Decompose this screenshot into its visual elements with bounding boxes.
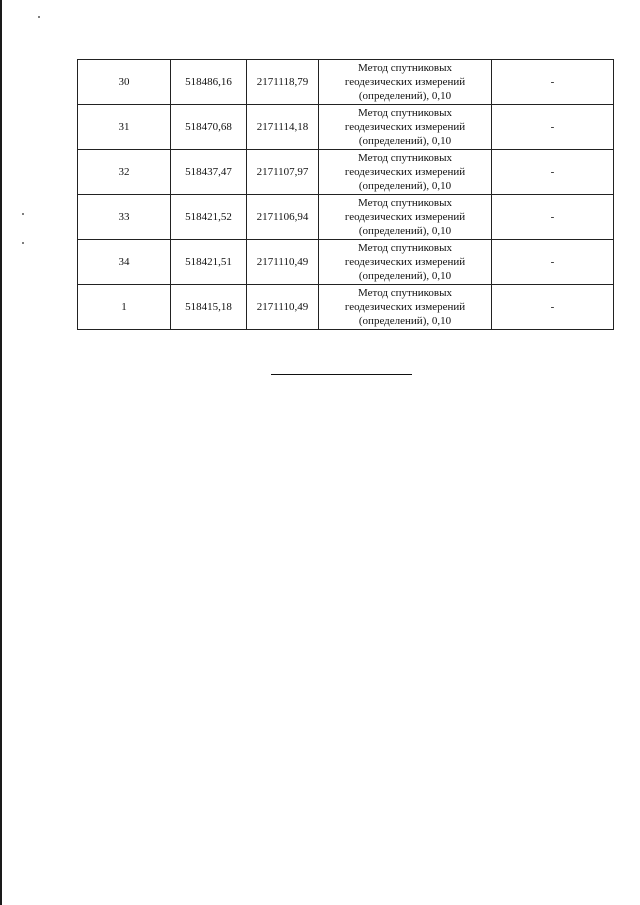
method-text-line: Метод спутниковых (358, 62, 452, 74)
error-cell: - (492, 240, 614, 285)
x-coordinate-cell: 518470,68 (171, 105, 247, 150)
error-cell: - (492, 105, 614, 150)
table-row (78, 150, 614, 195)
error-cell: - (492, 195, 614, 240)
scan-speck (38, 16, 40, 18)
method-text-line: Метод спутниковых (358, 242, 452, 254)
x-coordinate-cell: 518421,51 (171, 240, 247, 285)
point-number-cell: 30 (78, 60, 171, 105)
table-row (78, 240, 614, 285)
x-coordinate-cell: 518437,47 (171, 150, 247, 195)
method-text-line: Метод спутниковых (358, 152, 452, 164)
method-text-line: (определений), 0,10 (358, 315, 452, 327)
y-coordinate-cell: 2171110,49 (247, 285, 319, 330)
x-coordinate-cell: 518421,52 (171, 195, 247, 240)
method-text-line: Метод спутниковых (358, 197, 452, 209)
method-cell (319, 60, 492, 105)
method-text-line: (определений), 0,10 (358, 90, 452, 102)
method-text-line: геодезических измерений (344, 166, 466, 178)
error-cell: - (492, 60, 614, 105)
table-row (78, 285, 614, 330)
method-text-line: (определений), 0,10 (358, 180, 452, 192)
table-row (78, 195, 614, 240)
scan-speck (22, 242, 24, 244)
error-cell: - (492, 285, 614, 330)
point-number-cell: 31 (78, 105, 171, 150)
method-cell (319, 240, 492, 285)
method-text-line: геодезических измерений (344, 76, 466, 88)
x-coordinate-cell: 518486,16 (171, 60, 247, 105)
point-number-cell: 33 (78, 195, 171, 240)
method-cell (319, 285, 492, 330)
scan-edge-line (0, 0, 2, 905)
point-number-cell: 34 (78, 240, 171, 285)
y-coordinate-cell: 2171107,97 (247, 150, 319, 195)
method-text-line: геодезических измерений (344, 256, 466, 268)
method-text-line: Метод спутниковых (358, 287, 452, 299)
x-coordinate-cell: 518415,18 (171, 285, 247, 330)
method-text-line: геодезических измерений (344, 121, 466, 133)
method-text-line: (определений), 0,10 (358, 270, 452, 282)
coordinates-table-body (78, 60, 614, 330)
end-of-document-line (271, 374, 412, 375)
y-coordinate-cell: 2171106,94 (247, 195, 319, 240)
method-text-line: Метод спутниковых (358, 107, 452, 119)
scan-speck (22, 213, 24, 215)
point-number-cell: 32 (78, 150, 171, 195)
error-cell: - (492, 150, 614, 195)
y-coordinate-cell: 2171110,49 (247, 240, 319, 285)
method-text-line: геодезических измерений (344, 301, 466, 313)
method-cell (319, 195, 492, 240)
method-cell (319, 105, 492, 150)
y-coordinate-cell: 2171114,18 (247, 105, 319, 150)
coordinates-table (77, 59, 614, 330)
method-cell (319, 150, 492, 195)
method-text-line: (определений), 0,10 (358, 135, 452, 147)
table-row (78, 105, 614, 150)
method-text-line: (определений), 0,10 (358, 225, 452, 237)
y-coordinate-cell: 2171118,79 (247, 60, 319, 105)
method-text-line: геодезических измерений (344, 211, 466, 223)
point-number-cell: 1 (78, 285, 171, 330)
table-row (78, 60, 614, 105)
